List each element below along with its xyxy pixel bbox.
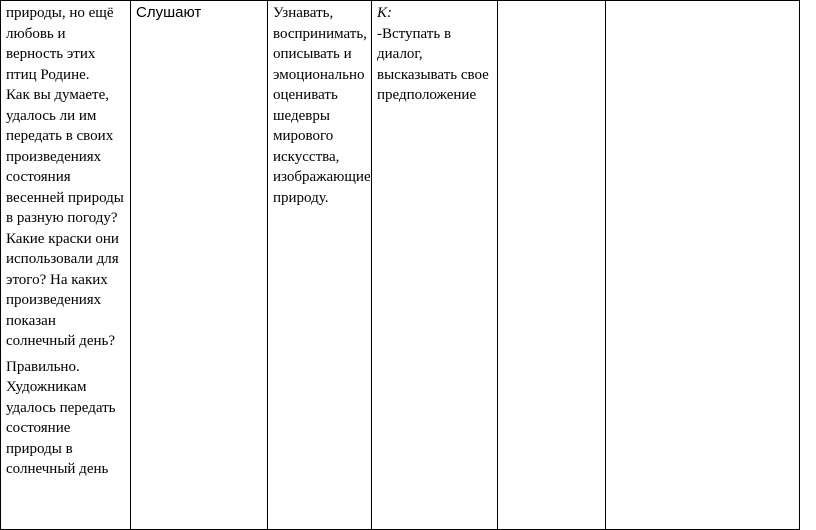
student-activity-cell (131, 1, 268, 530)
text-line: этого? На каких (6, 271, 108, 288)
table-row (1, 1, 800, 530)
text-line: использовали для (6, 251, 119, 267)
text-line: солнечный день? (6, 333, 115, 349)
text-line: показан (6, 312, 56, 329)
text-line: Узнавать, (273, 5, 334, 21)
text-line: состояние (6, 420, 71, 436)
text-line: диалог, (377, 46, 423, 62)
empty-cell (606, 1, 800, 530)
text-line: шедевры (273, 107, 330, 124)
text-line: птиц Родине. (6, 66, 90, 83)
text-line: описывать и (273, 46, 352, 62)
text-line: верность этих (6, 46, 96, 62)
uud-cell (372, 1, 498, 530)
text-line: Как вы думаете, (6, 87, 110, 103)
text-line: произведениях (6, 148, 102, 165)
text-line: природу. (273, 189, 329, 206)
text-line: солнечный день (6, 461, 109, 477)
text-line: удалось передать (6, 399, 116, 416)
subject-results-cell (268, 1, 372, 530)
empty-cell (498, 1, 606, 530)
text-line: высказывать свое (377, 66, 489, 83)
text-line: любовь и (6, 25, 66, 42)
text-line: Художникам (6, 379, 87, 395)
cell-heading: К: (377, 5, 392, 21)
text-line: удалось ли им (6, 107, 97, 124)
text-line: в разную погоду? (6, 210, 118, 226)
text-line: -Вступать в (377, 25, 452, 42)
text-line: мирового (273, 128, 334, 144)
teacher-activity-cell (1, 1, 131, 530)
text-line: природы, но ещё (6, 5, 114, 21)
text-line: произведениях (6, 292, 102, 308)
text-line: воспринимать, (273, 25, 367, 42)
text-line: изображающие (273, 169, 371, 185)
text-line: Правильно. (6, 358, 80, 375)
text-line: передать в своих (6, 128, 114, 144)
text-line: природы в (6, 440, 73, 457)
text-line: оценивать (273, 87, 338, 103)
text-line: искусства, (273, 148, 340, 165)
text-line: предположение (377, 87, 477, 103)
text-line: Какие краски они (6, 230, 119, 247)
text-line: состояния (6, 169, 71, 185)
text-line: эмоционально (273, 66, 365, 83)
text-line: весенней природы (6, 189, 124, 206)
text-line: Слушают (136, 4, 202, 21)
